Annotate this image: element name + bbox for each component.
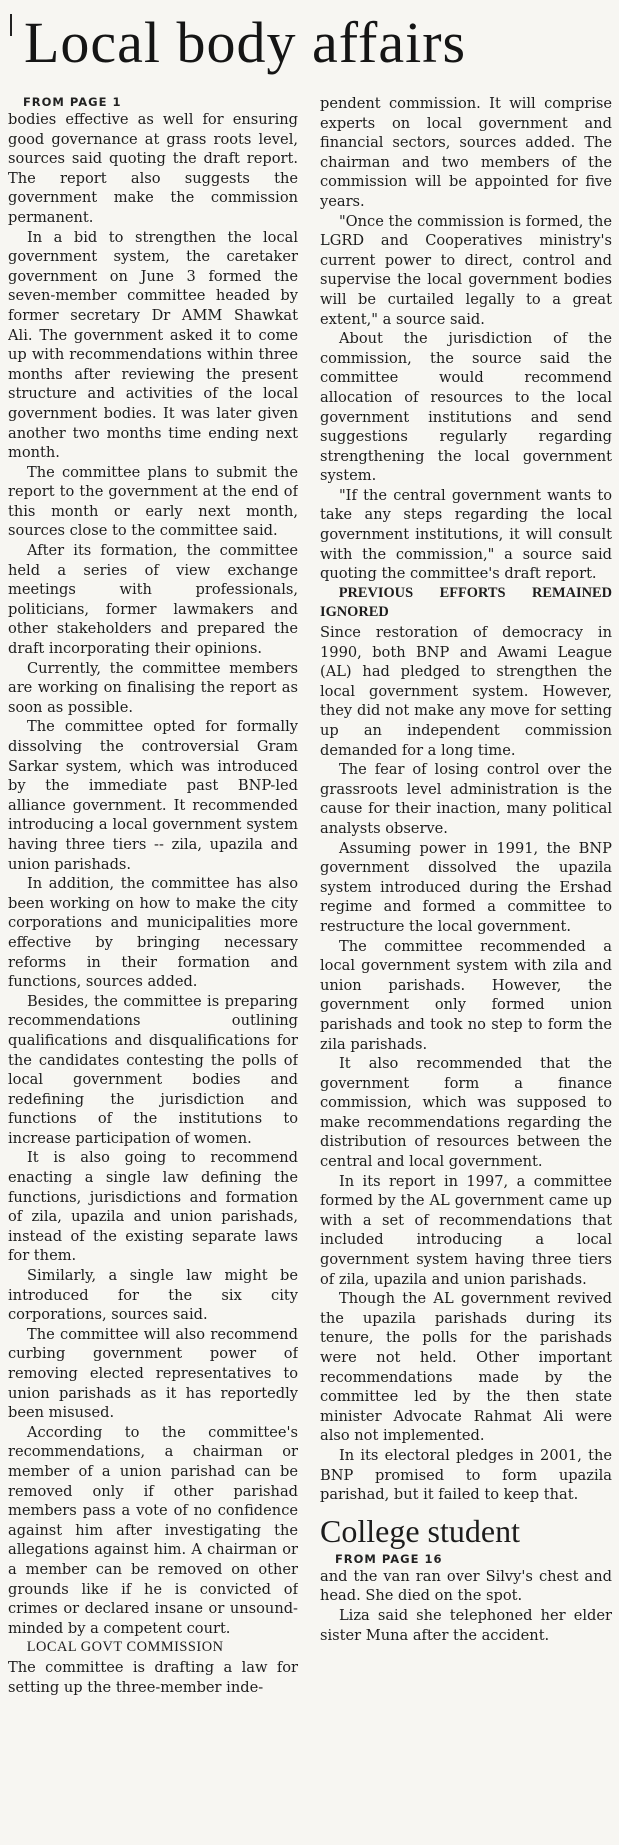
column-rule — [10, 14, 12, 36]
paragraph: The committee plans to submit the report to the government at the end of this month or early next month, sources close to the committee said. — [8, 463, 298, 540]
paragraph: Liza said she telephoned her elder sister Muna after the accident. — [320, 1606, 612, 1644]
paragraph: According to the committee's recommendations, a chairman or member of a union parishad can be removed only if other parishad members pass a vote of no confidence against him after investigating the allegations against him. A chairman or a member can be removed on other grounds like if he is convicted of crimes or declared insane or unsound-minded by a competent court. — [8, 1423, 298, 1637]
paragraph: The fear of losing control over the grassroots level administration is the cause for their inaction, many political analysts observe. — [320, 761, 612, 837]
paragraph: pendent commission. It will comprise experts on local government and financial sectors, sources added. The chairman and two members of the commission will be appointed for five years. — [320, 95, 612, 210]
section-subhead: LOCAL GOVT COMMISSION — [26, 1639, 224, 1656]
next-article-headline: College student — [320, 1512, 520, 1549]
paragraph: Assuming power in 1991, the BNP government dissolved the upazila system introduced during the Ershad regime and formed a committee to restructure the local government. — [320, 839, 612, 935]
right-column — [320, 94, 612, 1839]
page-headline: Local body affairs — [24, 10, 467, 75]
paragraph: "If the central government wants to take any steps regarding the local government institutions, it will consult with the commission," a source said quoting the committee's draft report. — [320, 486, 612, 583]
paragraph: In addition, the committee has also been working on how to make the city corporations and municipalities more effective by bringing necessary reforms in their formation and functions, sources added. — [8, 875, 298, 991]
section-subhead: PREVIOUS EFFORTS REMAINED IGNORED — [320, 584, 612, 621]
paragraph: bodies effective as well for ensuring good governance at grass roots level, sources said quoting the draft report. The report also suggests the government make the commission permanent. — [8, 111, 298, 226]
paragraph: It also recommended that the government form a finance commission, which was supposed to make recommendations regarding the distribution of resources between the central and local government. — [320, 1055, 612, 1171]
paragraph: Currently, the committee members are working on finalising the report as soon as possible. — [8, 659, 298, 716]
paragraph: "Once the commission is formed, the LGRD and Cooperatives ministry's current power to direct, control and supervise the local government bodies will be curtailed legally to a great extent," a source said. — [320, 212, 612, 328]
paragraph: The committee opted for formally dissolving the controversial Gram Sarkar system, which was introduced by the immediate past BNP-led alliance government. It recommended introducing a local government system having three tiers -- zila, upazila and union parishads. — [8, 718, 298, 873]
paragraph: Since restoration of democracy in 1990, both BNP and Awami League (AL) had pledged to strengthen the local government system. However, they did not make any move for setting up an independent commission demanded for a long time. — [320, 624, 612, 759]
paragraph: and the van ran over Silvy's chest and head. She died on the spot. — [320, 1567, 612, 1605]
paragraph: Besides, the committee is preparing recommendations outlining qualifications and disqualifications for the candidates contesting the polls of local government bodies and redefining the jurisdiction and functions of the institutions to increase participation of women. — [8, 992, 298, 1147]
paragraph: The committee recommended a local government system with zila and union parishads. However, the government only formed union parishads and took no step to form the zila parishads. — [320, 937, 612, 1053]
paragraph: The committee is drafting a law for setting up the three-member inde- — [8, 1658, 298, 1696]
paragraph: The committee will also recommend curbing government power of removing elected representatives to union parishads as it has reportedly been misused. — [8, 1325, 298, 1422]
jump-kicker: FROM PAGE 1 — [22, 95, 122, 109]
paragraph: Though the AL government revived the upazila parishads during its tenure, the polls for the parishads were not held. Other important recommendations made by the committee led by the then state minister Advocate Rahmat Ali were also not implemented. — [320, 1290, 612, 1445]
paragraph: It is also going to recommend enacting a single law defining the functions, jurisdictions and formation of zila, upazila and union parishads, instead of the existing separate laws for them. — [8, 1149, 298, 1265]
left-column — [8, 94, 298, 1839]
paragraph: After its formation, the committee held a series of view exchange meetings with professionals, politicians, former lawmakers and other stakeholders and prepared the draft incorporating their opinions. — [8, 542, 298, 658]
jump-kicker: FROM PAGE 16 — [334, 1551, 443, 1566]
paragraph: Similarly, a single law might be introduced for the six city corporations, sources said. — [8, 1267, 298, 1324]
paragraph: In its electoral pledges in 2001, the BNP promised to form upazila parishad, but it failed to keep that. — [320, 1446, 612, 1504]
paragraph: In a bid to strengthen the local government system, the caretaker government on June 3 formed the seven-member committee headed by former secretary Dr AMM Shawkat Ali. The government asked it to come up with recommendations within three months after reviewing the present structure and activities of the local government bodies. It was later given another two months time ending next month. — [8, 228, 298, 462]
paragraph: In its report in 1997, a committee formed by the AL government came up with a set of recommendations that included introducing a local government system having three tiers of zila, upazila and union parishads. — [320, 1172, 612, 1288]
paragraph: About the jurisdiction of the commission, the source said the committee would recommend allocation of resources to the local government institutions and send suggestions regularly regarding strengthening the local government system. — [320, 330, 612, 485]
